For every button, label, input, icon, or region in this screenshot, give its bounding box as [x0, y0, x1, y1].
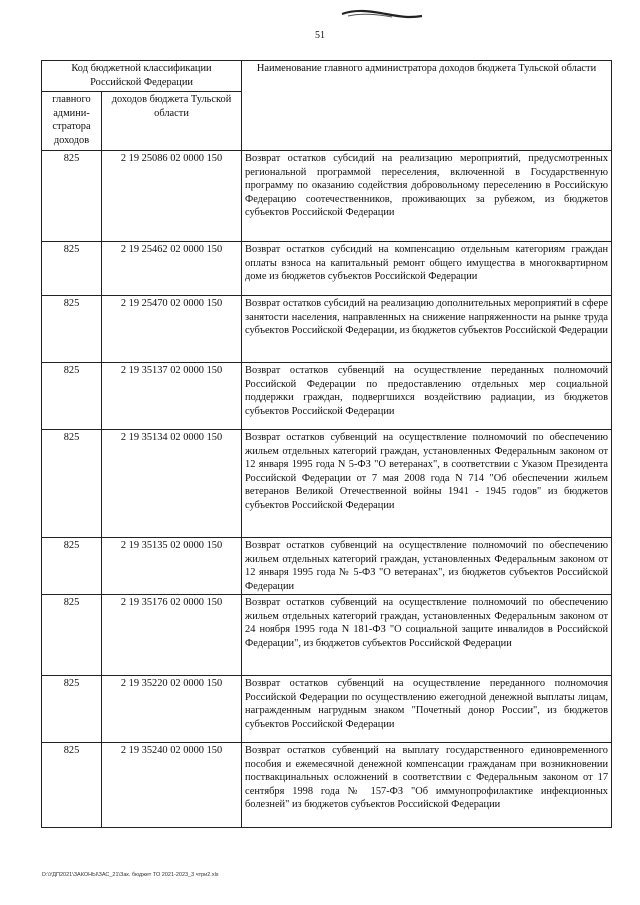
table-row	[42, 242, 612, 296]
admin-code-cell: 825	[42, 595, 102, 676]
header-row-group	[42, 61, 612, 92]
revenue-code-cell: 2 19 35134 02 0000 150	[102, 430, 242, 538]
table-row	[42, 595, 612, 676]
revenue-name-cell: Возврат остатков субвенций на осуществление переданных полномочий Российской Федерации по предоставлению отдельных мер социальной поддержки граждан, подвергшихся воздействию радиации, из бюджетов субъектов Российской Федерации	[242, 363, 612, 430]
revenue-name-cell: Возврат остатков субвенций на осуществление полномочий по обеспечению жильем отдельных категорий граждан, установленных Федеральным законом от 12 января 1995 года N 5-ФЗ "О ветеранах", в соответствии с Указом Президента Российской Федерации от 7 мая 2008 года N 714 "Об обеспечении жильем ветеранов Великой Отечественной войны 1941 - 1945 годов" из бюджетов субъектов Российской Федерации	[242, 430, 612, 538]
revenue-code-cell: 2 19 35176 02 0000 150	[102, 595, 242, 676]
revenue-name-cell: Возврат остатков субсидий на реализацию мероприятий, предусмотренных региональной программой переселения, включенной в Государственную программу по оказанию содействия добровольному переселению в Российскую Федерацию соотечественников, проживающих за рубежом, из бюджетов субъектов Российской Федерации	[242, 151, 612, 242]
revenue-code-cell: 2 19 35220 02 0000 150	[102, 676, 242, 743]
admin-code-cell: 825	[42, 743, 102, 828]
revenue-name-cell: Возврат остатков субсидий на компенсацию отдельным категориям граждан оплаты взноса на капитальный ремонт общего имущества в многоквартирном доме из бюджетов субъектов Российской Федерации	[242, 242, 612, 296]
revenue-code-cell: 2 19 35137 02 0000 150	[102, 363, 242, 430]
file-path-footer: D:\УДП2021\ЗАКОНЫ\ЗАС_21\Зак. бюджет ТО 2021-2023_3 чтри2.xls	[42, 872, 219, 878]
admin-code-cell: 825	[42, 296, 102, 363]
header-main-administrator: главного админи-стратора доходов	[42, 92, 102, 151]
handwritten-mark-icon	[340, 5, 424, 21]
table-body	[42, 61, 612, 828]
revenue-name-cell: Возврат остатков субсидий на реализацию дополнительных мероприятий в сфере занятости населения, направленных на снижение напряженности на рынке труда субъектов Российской Федерации, из бюджетов субъектов Российской Федерации	[242, 296, 612, 363]
table-row	[42, 538, 612, 595]
admin-code-cell: 825	[42, 363, 102, 430]
revenue-code-cell: 2 19 25086 02 0000 150	[102, 151, 242, 242]
table-row	[42, 151, 612, 242]
page-number: 51	[315, 30, 325, 41]
revenue-code-cell: 2 19 35135 02 0000 150	[102, 538, 242, 595]
admin-code-cell: 825	[42, 151, 102, 242]
table-row	[42, 676, 612, 743]
revenue-name-cell: Возврат остатков субвенций на осуществление полномочий по обеспечению жильем отдельных категорий граждан, установленных Федеральным законом от 24 ноября 1995 года N 181-ФЗ "О социальной защите инвалидов в Российской Федерации", из бюджетов субъектов Российской Федерации	[242, 595, 612, 676]
header-administrator-name: Наименование главного администратора доходов бюджета Тульской области	[242, 61, 612, 151]
admin-code-cell: 825	[42, 430, 102, 538]
table-row	[42, 430, 612, 538]
revenue-code-cell: 2 19 25462 02 0000 150	[102, 242, 242, 296]
revenue-code-cell: 2 19 25470 02 0000 150	[102, 296, 242, 363]
revenue-name-cell: Возврат остатков субвенций на выплату государственного единовременного пособия и ежемесячной денежной компенсации гражданам при возникновении поствакцинальных осложнений в соответствии с Федеральным законом от 17 сентября 1998 года № 157-ФЗ "Об иммунопрофилактике инфекционных болезней" из бюджетов субъектов Российской Федерации	[242, 743, 612, 828]
admin-code-cell: 825	[42, 242, 102, 296]
admin-code-cell: 825	[42, 538, 102, 595]
revenue-name-cell: Возврат остатков субвенций на осуществление полномочий по обеспечению жильем отдельных категорий граждан, установленных Федеральным законом от 12 января 1995 года № 5-ФЗ "О ветеранах", из бюджетов субъектов Российской Федерации	[242, 538, 612, 595]
table-row	[42, 296, 612, 363]
table-row	[42, 743, 612, 828]
admin-code-cell: 825	[42, 676, 102, 743]
header-revenue: доходов бюджета Тульской области	[102, 92, 242, 151]
budget-classification-table	[41, 60, 612, 828]
revenue-name-cell: Возврат остатков субвенций на осуществление переданного полномочия Российской Федерации по осуществлению ежегодной денежной выплаты лицам, награжденным нагрудным знаком "Почетный донор России", из бюджетов субъектов Российской Федерации	[242, 676, 612, 743]
revenue-code-cell: 2 19 35240 02 0000 150	[102, 743, 242, 828]
header-budget-code: Код бюджетной классификации Российской Федерации	[42, 61, 242, 92]
table-row	[42, 363, 612, 430]
